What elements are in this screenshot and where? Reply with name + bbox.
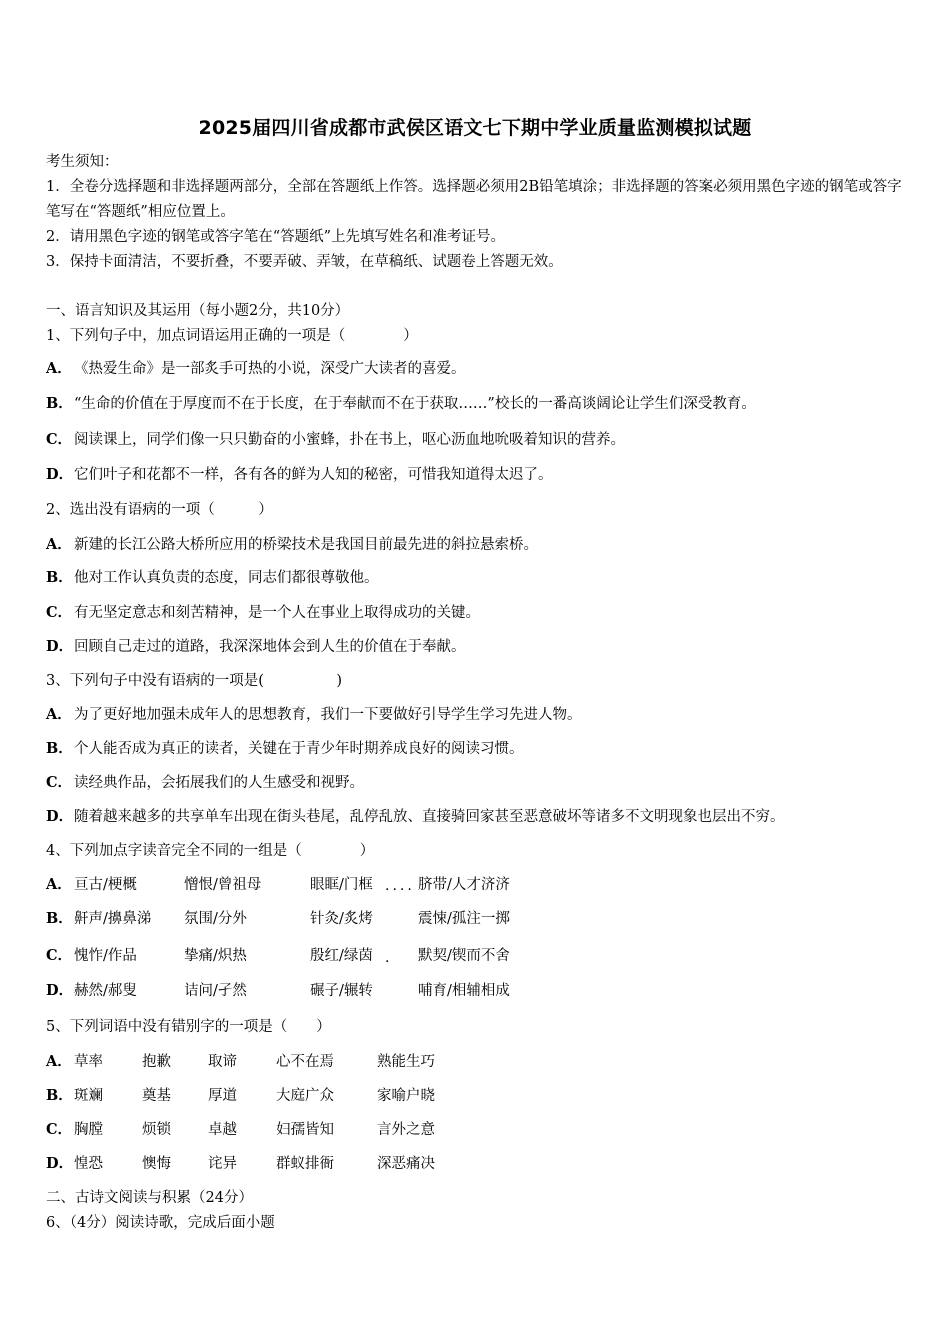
q1-option-a — [46, 359, 466, 379]
q2-option-d — [46, 637, 466, 657]
q6-stem: 6、（4分）阅读诗歌，完成后面小题 — [46, 1215, 275, 1231]
q5-row-d-cell: 懊悔 — [142, 1156, 171, 1172]
q5-row-b-cell: 大庭广众 — [276, 1088, 334, 1104]
q5-row-b-cell: 家喻户晓 — [377, 1088, 435, 1104]
q5-stem: 5、下列词语中没有错别字的一项是（ ） — [46, 1019, 331, 1035]
option-text: 读经典作品，会拓展我们的人生感受和视野。 — [74, 775, 364, 791]
q5-row-c-cell: 烦锁 — [142, 1122, 171, 1138]
option-text: 随着越来越多的共享单车出现在街头巷尾，乱停乱放、直接骑回家甚至恶意破坏等诸多不文明现象也层出不穷。 — [74, 809, 785, 825]
q5-row-c-cell: 妇孺皆知 — [276, 1122, 334, 1138]
q5-row-d-label: D． — [46, 1155, 74, 1172]
q4-row-a-label: A． — [46, 876, 72, 893]
option-text: 他对工作认真负责的态度，同志们都很尊敬他。 — [74, 570, 379, 586]
q5-row-d-cell: 诧异 — [208, 1156, 237, 1172]
option-text: 它们叶子和花都不一样，各有各的鲜为人知的秘密，可惜我知道得太迟了。 — [74, 467, 553, 483]
option-label: D． — [46, 808, 74, 825]
q4-row-c-cell: 默契/锲而不舍 — [418, 948, 510, 964]
q5-row-a-cell: 熟能生巧 — [377, 1054, 435, 1070]
q4-row-b-cell: 针灸/炙烤 — [310, 911, 373, 927]
option-label: D． — [46, 466, 74, 483]
q3-option-c — [46, 773, 364, 793]
section1-heading: 一、语言知识及其运用（每小题2分，共10分） — [46, 303, 350, 319]
q3-option-d — [46, 807, 785, 827]
notice-heading: 考生须知： — [46, 154, 119, 170]
q4-row-c-cell: 挚痛/炽热 — [184, 948, 247, 964]
option-text: 回顾自己走过的道路，我深深地体会到人生的价值在于奉献。 — [74, 639, 466, 655]
q5-row-c-label: C． — [46, 1121, 73, 1138]
q5-row-d-cell: 深恶痛决 — [377, 1156, 435, 1172]
q4-row-a-cell: 脐带/人才济济 — [418, 877, 510, 893]
q4-stem: 4、下列加点字读音完全不同的一组是（ ） — [46, 843, 375, 859]
q4-row-c-cell: 殷红/绿茵 — [310, 948, 373, 964]
emphasis-dots: . — [385, 950, 393, 966]
option-label: B． — [46, 569, 73, 586]
q5-row-d-cell: 群蚁排衙 — [276, 1156, 334, 1172]
q3-stem: 3、下列句子中没有语病的一项是( ) — [46, 673, 343, 689]
q4-row-b-cell: 震悚/孤注一掷 — [418, 911, 510, 927]
q2-option-a — [46, 535, 538, 555]
q5-row-c-cell: 胸膛 — [74, 1122, 103, 1138]
q1-option-c — [46, 430, 625, 450]
notice-item-3: 3．保持卡面清洁，不要折叠，不要弄破、弄皱，在草稿纸、试题卷上答题无效。 — [46, 254, 563, 270]
q5-row-d-cell: 惶恐 — [74, 1156, 103, 1172]
q5-row-c-cell: 卓越 — [208, 1122, 237, 1138]
option-text: 阅读课上，同学们像一只只勤奋的小蜜蜂，扑在书上，呕心沥血地吮吸着知识的营养。 — [74, 432, 625, 448]
q4-row-d-cell: 哺育/相辅相成 — [418, 983, 510, 999]
notice-item-1: 1．全卷分选择题和非选择题两部分，全部在答题纸上作答。选择题必须用2B铅笔填涂；非选择题的答案必须用黑色字迹的钢笔或答字笔写在“答题纸”相应位置上。 — [46, 179, 902, 220]
q3-option-a — [46, 705, 582, 725]
option-text: 新建的长江公路大桥所应用的桥梁技术是我国目前最先进的斜拉悬索桥。 — [74, 537, 538, 553]
option-label: C． — [46, 431, 73, 448]
option-label: A． — [46, 360, 72, 377]
q4-row-d-cell: 诘问/孑然 — [184, 983, 247, 999]
section2-heading: 二、古诗文阅读与积累（24分） — [46, 1190, 253, 1206]
option-text: 有无坚定意志和刻苦精神，是一个人在事业上取得成功的关键。 — [74, 605, 480, 621]
option-label: A． — [46, 536, 72, 553]
q5-row-a-cell: 心不在焉 — [276, 1054, 334, 1070]
option-text: 为了更好地加强未成年人的思想教育，我们一下要做好引导学生学习先进人物。 — [74, 707, 582, 723]
q5-row-b-label: B． — [46, 1087, 73, 1104]
option-label: C． — [46, 604, 73, 621]
emphasis-dots: .... — [385, 878, 415, 894]
q2-option-b — [46, 568, 379, 588]
option-label: A． — [46, 706, 72, 723]
option-label: B． — [46, 395, 73, 412]
q5-row-a-cell: 取谛 — [208, 1054, 237, 1070]
q4-row-d-label: D． — [46, 982, 74, 999]
q4-row-c-cell: 愧怍/作品 — [74, 948, 137, 964]
option-label: D． — [46, 638, 74, 655]
q2-option-c — [46, 603, 480, 623]
q1-stem: 1、下列句子中，加点词语运用正确的一项是（ ） — [46, 328, 418, 344]
q4-row-d-cell: 赫然/郝叟 — [74, 983, 137, 999]
q4-row-a-cell: 憎恨/曾祖母 — [184, 877, 262, 893]
q5-row-b-cell: 斑斓 — [74, 1088, 103, 1104]
q1-option-d — [46, 465, 553, 485]
q5-row-a-cell: 草率 — [74, 1054, 103, 1070]
q3-option-b — [46, 739, 524, 759]
q5-row-a-label: A． — [46, 1053, 72, 1070]
q4-row-c-label: C． — [46, 947, 73, 964]
option-text: “生命的价值在于厚度而不在于长度，在于奉献而不在于获取……”校长的一番高谈阔论让学生们深受教育。 — [74, 396, 756, 412]
q5-row-a-cell: 抱歉 — [142, 1054, 171, 1070]
q4-row-a-cell: 眼眶/门框 — [310, 877, 373, 893]
q2-stem: 2、选出没有语病的一项（ ） — [46, 502, 273, 518]
q5-row-b-cell: 奠基 — [142, 1088, 171, 1104]
q4-row-b-cell: 鼾声/擤鼻涕 — [74, 911, 152, 927]
q4-row-b-label: B． — [46, 910, 73, 927]
q5-row-c-cell: 言外之意 — [377, 1122, 435, 1138]
notice-item-2: 2．请用黑色字迹的钢笔或答字笔在“答题纸”上先填写姓名和准考证号。 — [46, 229, 506, 245]
option-label: B． — [46, 740, 73, 757]
option-text: 《热爱生命》是一部炙手可热的小说，深受广大读者的喜爱。 — [74, 361, 466, 377]
q4-row-d-cell: 碾子/辗转 — [310, 983, 373, 999]
q4-row-b-cell: 氛围/分外 — [184, 911, 247, 927]
q5-row-b-cell: 厚道 — [208, 1088, 237, 1104]
option-text: 个人能否成为真正的读者，关键在于青少年时期养成良好的阅读习惯。 — [74, 741, 524, 757]
q1-option-b — [46, 394, 756, 414]
option-label: C． — [46, 774, 73, 791]
q4-row-a-cell: 亘古/梗概 — [74, 877, 137, 893]
exam-title: 2025届四川省成都市武侯区语文七下期中学业质量监测模拟试题 — [198, 117, 752, 139]
